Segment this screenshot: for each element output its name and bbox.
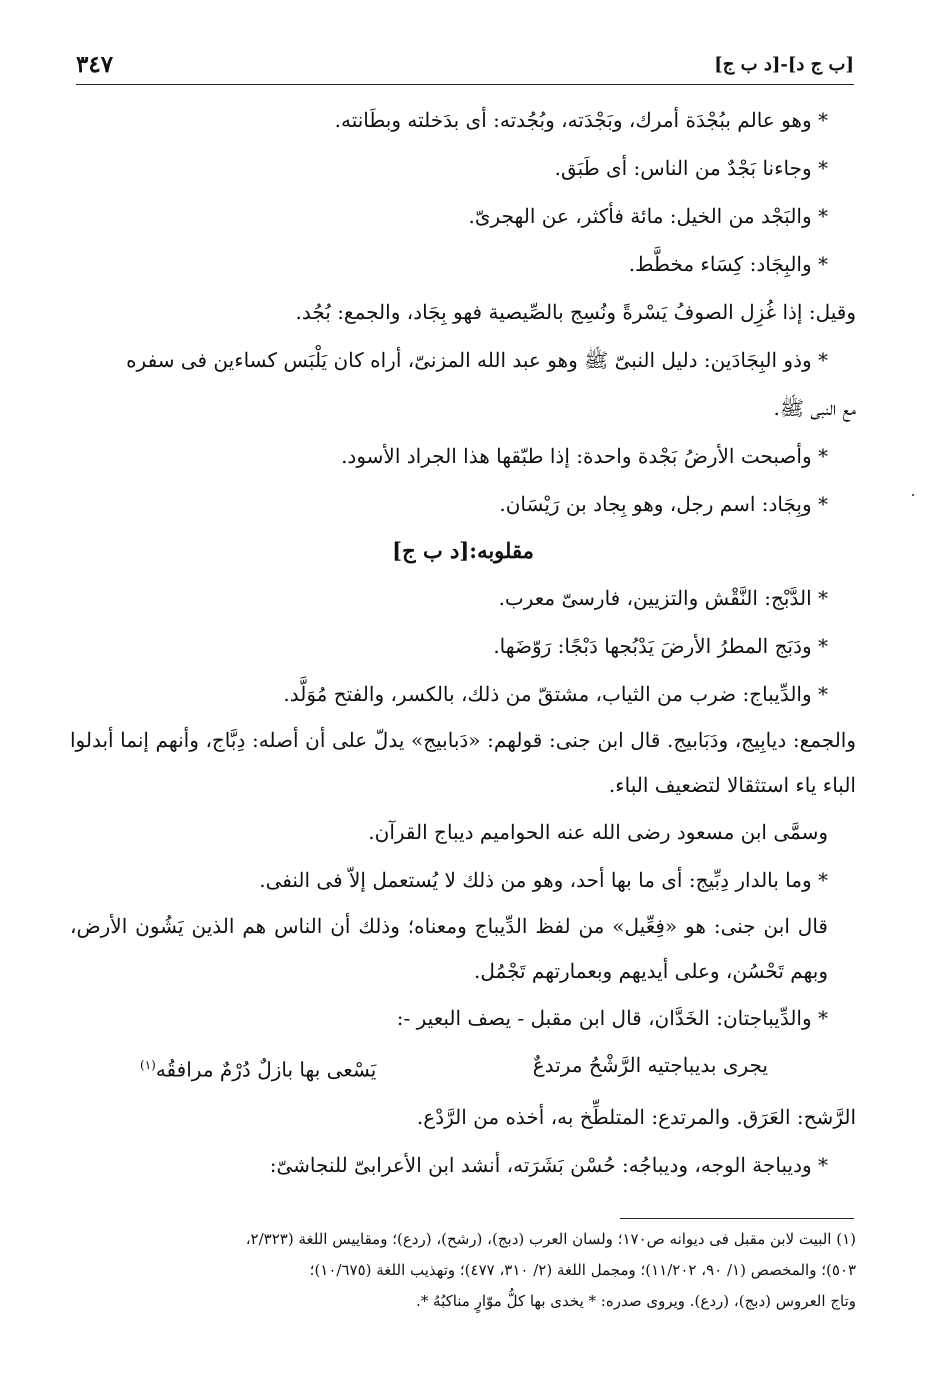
text-line: * وبِجَاد: اسم رجل، وهو بِجاد بن رَيْسَان. (499, 492, 828, 516)
text-line: * وذو البِجَادَين: دليل النبىّ ﷺ وهو عبد الله المزنىّ، أراه كان يَلْبَس كساءين فى سفره (126, 348, 828, 372)
text-line: * والدِّيباجتان: الخَدَّان، قال ابن مقبل - يصف البعير -: (396, 1006, 828, 1030)
text-line: * والبِجَاد: كِسَاء مخطَّط. (628, 252, 828, 276)
page-header (76, 52, 854, 78)
paragraph: قال ابن جنى: هو «فِعِّيل» من لفظ الدِّيباج ومعناه؛ وذلك أن الناس هم الذين يَشُون الأرض، وبهم تَحْسُن، وعلى أيديهم وبعمارتهم تَجْمُل. (70, 914, 828, 983)
text-line: * وجاءنا بَجْدٌ من الناس: أى طَبَق. (554, 156, 828, 180)
header-rule (76, 84, 854, 85)
verse-second-hemistich (140, 1042, 376, 1093)
footnote-marker: (١) (140, 1058, 156, 1072)
footnote-line: وتاج العروس (دبج)، (ردع). ويروى صدره: * يخدى بها كلُّ موّارٍ مناكبُهُ *. (415, 1292, 856, 1310)
body-text (70, 96, 856, 1189)
verse-first-hemistich: يجرى بديباجتيه الرَّشْحُ مرتدعٌ (532, 1053, 768, 1077)
text-line: * الدَّبْج: النَّقْش والتزيين، فارسىّ معرب. (498, 586, 828, 610)
footnote-rule (620, 1218, 854, 1219)
text-line: مع النبى ﷺ. (773, 396, 856, 420)
paragraph: والجمع: ديابِيج، ودَبَابيج. قال ابن جنى: قولهم: «دَبابيج» يدلّ على أن أصله: دِبَّاج، وأنهم إنما أبدلوا الباء ياء استثقالا لتضعيف الباء. (70, 728, 856, 797)
verse-second-hemistich-text: يَسْعى بها بازلٌ دُرْمٌ مرافقُه (155, 1057, 377, 1082)
page-number: ٣٤٧ (76, 51, 114, 78)
text-line: الرَّشح: العَرَق. والمرتدع: المتلطِّخ به، أخذه من الرَّدْع. (416, 1104, 856, 1129)
text-line: * والبَجْد من الخيل: مائة فأكثر، عن الهجرىّ. (468, 204, 828, 228)
text-line: * وديباجة الوجه، وديباجُه: حُسْن بَشَرَته، أنشد ابن الأعرابىّ للنجاشىّ: (269, 1152, 828, 1177)
text-line: * وهو عالم ببُجْدَة أمرك، وبَجْدَته، وبُجُدته: أى بدَخلته وبطَانته. (334, 108, 828, 132)
margin-mark (912, 494, 914, 496)
text-line: * وما بالدار دِبِّيج: أى ما بها أحد، وهو من ذلك لا يُستعمل إلاّ فى النفى. (259, 868, 828, 892)
footnote-line: ٥٠٣)؛ والمخصص (١/ ٩٠، ١١/٢٠٢)؛ ومجمل اللغة (٢/ ٣١٠، ٤٧٧)؛ وتهذيب اللغة (١٠/٦٧٥)؛ (309, 1261, 856, 1279)
text-line: وسمَّى ابن مسعود رضى الله عنه الحواميم ديباج القرآن. (368, 820, 828, 844)
text-line: * والدِّيباج: ضرب من الثياب، مشتقّ من ذلك، بالكسر، والفتح مُوَلَّد. (283, 682, 828, 706)
text-line: وقيل: إذا غُزِل الصوفُ يَسْرةً ونُسِج بالصِّيصية فهو بِجَاد، والجمع: بُجُد. (295, 300, 856, 324)
poetry-verse (70, 1042, 856, 1093)
footnote-line: (١) البيت لابن مقبل فى ديوانه ص١٧٠؛ ولسان العرب (دبج)، (رشح)، (ردع)؛ ومقاييس اللغة (٢/٣٢٣، (245, 1230, 856, 1248)
running-head: [ب ج د]-[د ب ج] (714, 54, 854, 75)
text-line: * وأصبحت الأرضُ بَجْدة واحدة: إذا طبّقها هذا الجراد الأسود. (341, 444, 828, 468)
footnotes (74, 1224, 856, 1317)
text-line: * ودَبَج المطرُ الأرضَ يَدْبُجها دَبْجًا: رَوّضَها. (493, 634, 828, 658)
section-heading: مقلوبه:[د ب ج] (392, 538, 534, 563)
